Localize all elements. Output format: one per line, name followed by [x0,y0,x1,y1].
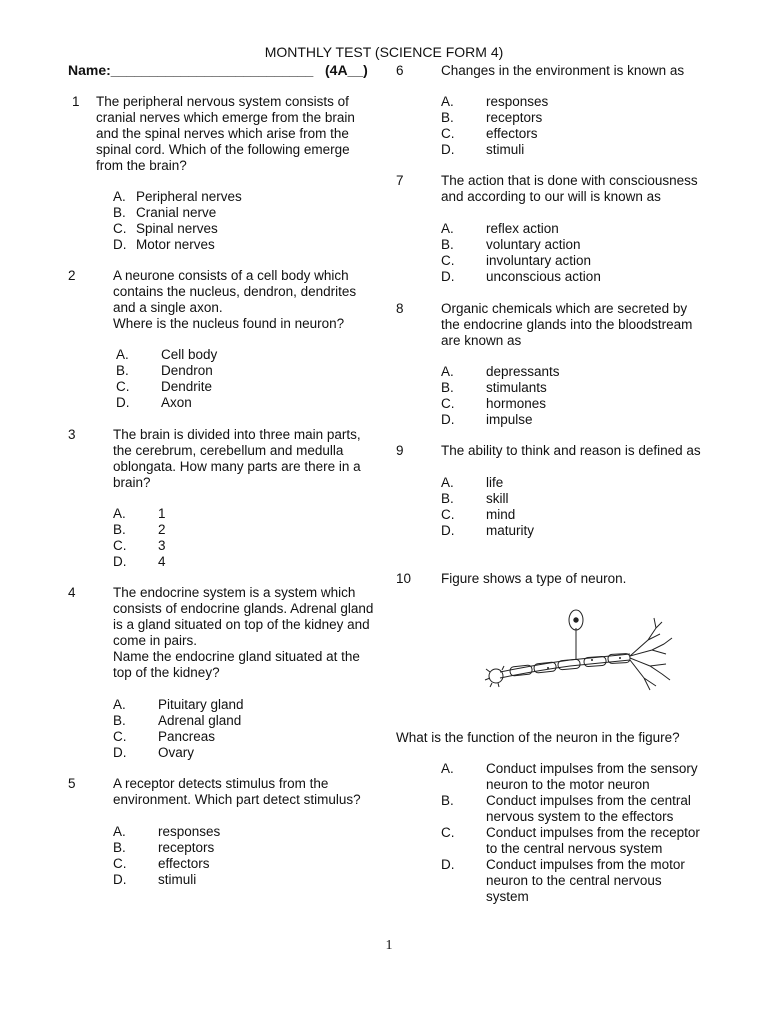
option-text: Cranial nerve [136,205,217,220]
option-letter: B. [113,205,126,220]
option-letter: D. [113,872,127,887]
option-text: effectors [158,856,210,871]
option-text: skill [486,491,509,506]
option-letter: A. [116,347,129,362]
option-letter: D. [116,395,130,410]
option-text: 3 [158,538,166,553]
option-text: Pancreas [158,729,216,744]
option-letter: D. [441,412,455,427]
option-letter: D. [441,142,455,157]
question-text: The peripheral nervous system consists of cranial nerves which emerge from the brain and the spinal nerves which arise from the spinal cord. Which of the following emerge from the brain? [96,94,355,173]
option-letter: A. [113,506,126,521]
option-text: Ovary [158,745,195,760]
option-text: effectors [486,126,538,141]
option-text: responses [158,824,221,839]
option-letter: A. [113,824,126,839]
option-letter: B. [113,713,126,728]
option-letter: A. [113,189,126,204]
option-letter: B. [441,491,454,506]
question-number: 8 [396,301,404,316]
name-label: Name:__________________________ [68,62,314,78]
option-text: 2 [158,522,166,537]
question-number: 9 [396,443,404,458]
option-text: Spinal nerves [136,221,218,236]
option-text: Conduct impulses from the central nervous system to the effectors [486,793,691,824]
option-text: Conduct impulses from the sensory neuron to the motor neuron [486,761,698,792]
option-text: impulse [486,412,533,427]
question-number: 2 [68,268,76,283]
option-text: Dendrite [161,379,213,394]
question-number: 5 [68,776,76,791]
question-number: 7 [396,173,404,188]
question-text: The action that is done with consciousness and according to our will is known as [441,173,698,204]
option-text: depressants [486,364,560,379]
option-text: Motor nerves [136,237,215,252]
option-letter: D. [441,269,455,284]
option-letter: B. [441,380,454,395]
option-text: mind [486,507,516,522]
option-text: stimulants [486,380,547,395]
option-text: Dendron [161,363,213,378]
option-letter: A. [441,761,454,776]
option-text: Peripheral nerves [136,189,242,204]
option-text: Conduct impulses from the receptor to the central nervous system [486,825,700,856]
option-letter: C. [441,396,455,411]
option-letter: B. [441,237,454,252]
class-label: (4A__) [325,62,368,78]
option-text: voluntary action [486,237,581,252]
option-text: responses [486,94,549,109]
option-letter: C. [441,507,455,522]
option-text: Adrenal gland [158,713,242,728]
question-number: 4 [68,585,76,600]
name-field-line [68,62,313,78]
page-number: 1 [385,938,393,953]
option-text: 1 [158,506,166,521]
option-text: Axon [161,395,192,410]
option-letter: B. [116,363,129,378]
option-letter: A. [113,697,126,712]
option-letter: A. [441,475,454,490]
option-text: Pituitary gland [158,697,244,712]
option-letter: C. [113,729,127,744]
option-letter: C. [441,253,455,268]
option-letter: C. [441,126,455,141]
question-number: 3 [68,427,76,442]
option-text: receptors [158,840,215,855]
option-text: life [486,475,504,490]
question-followup-text: What is the function of the neuron in the figure? [396,730,680,745]
option-letter: D. [113,554,127,569]
question-text: The endocrine system is a system which consists of endocrine glands. Adrenal gland is a gland situated on top of the kidney and come in pairs. Name the endocrine gland situated at the top of the kidney? [113,585,374,680]
option-text: hormones [486,396,547,411]
question-text: A receptor detects stimulus from the environment. Which part detect stimulus? [113,776,361,807]
option-text: 4 [158,554,166,569]
option-text: maturity [486,523,535,538]
option-letter: A. [441,221,454,236]
option-text: Conduct impulses from the motor neuron to the central nervous system [486,857,685,904]
option-text: Cell body [161,347,218,362]
option-letter: B. [113,840,126,855]
question-number: 10 [396,571,412,586]
option-letter: C. [441,825,455,840]
option-letter: A. [441,364,454,379]
option-letter: D. [113,745,127,760]
option-text: reflex action [486,221,559,236]
question-text: Figure shows a type of neuron. [441,571,627,586]
question-number: 1 [72,94,80,109]
question-text: The brain is divided into three main parts, the cerebrum, cerebellum and medulla oblongata. How many parts are there in a brain? [113,427,361,490]
option-letter: B. [441,793,454,808]
option-letter: D. [113,237,127,252]
question-text: The ability to think and reason is defined as [441,443,701,458]
option-letter: C. [113,538,127,553]
option-text: receptors [486,110,543,125]
option-letter: B. [441,110,454,125]
option-letter: C. [116,379,130,394]
option-text: stimuli [486,142,525,157]
option-letter: D. [441,523,455,538]
question-text: A neurone consists of a cell body which contains the nucleus, dendron, dendrites and a single axon. Where is the nucleus found in neuron? [113,268,357,331]
question-text: Changes in the environment is known as [441,63,685,78]
page-title: MONTHLY TEST (SCIENCE FORM 4) [264,44,504,60]
question-number: 6 [396,63,404,78]
option-letter: C. [113,856,127,871]
option-text: stimuli [158,872,197,887]
option-letter: A. [441,94,454,109]
option-letter: D. [441,857,455,872]
option-text: unconscious action [486,269,601,284]
option-text: involuntary action [486,253,592,268]
option-letter: C. [113,221,127,236]
question-text: Organic chemicals which are secreted by the endocrine glands into the bloodstream are known as [441,301,693,348]
neuron-figure [480,598,690,710]
option-letter: B. [113,522,126,537]
